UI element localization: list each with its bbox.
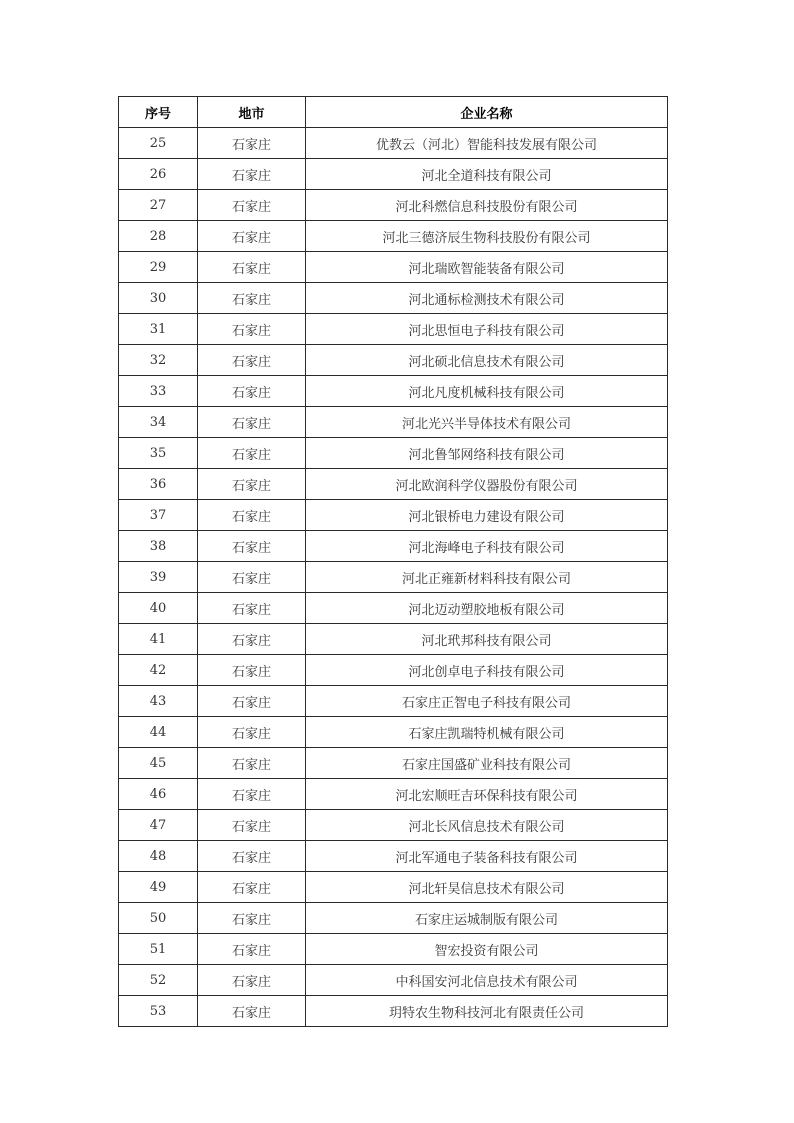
- serial-number-cell: 39: [119, 562, 198, 593]
- serial-number-cell: 38: [119, 531, 198, 562]
- table-body: [119, 128, 668, 1027]
- table-row: [119, 779, 668, 810]
- serial-number-cell: 41: [119, 624, 198, 655]
- city-cell: 石家庄: [198, 934, 306, 965]
- table-row: [119, 190, 668, 221]
- enterprise-name-cell: 河北长风信息技术有限公司: [306, 810, 668, 841]
- enterprise-name-cell: 河北硕北信息技术有限公司: [306, 345, 668, 376]
- enterprise-name-cell: 河北瑞欧智能装备有限公司: [306, 252, 668, 283]
- serial-number-cell: 26: [119, 159, 198, 190]
- city-cell: 石家庄: [198, 717, 306, 748]
- table-row: [119, 531, 668, 562]
- serial-number-cell: 40: [119, 593, 198, 624]
- serial-number-cell: 31: [119, 314, 198, 345]
- enterprise-name-cell: 河北通标检测技术有限公司: [306, 283, 668, 314]
- enterprise-list-table: [118, 96, 668, 1027]
- city-cell: 石家庄: [198, 965, 306, 996]
- serial-number-cell: 36: [119, 469, 198, 500]
- city-cell: 石家庄: [198, 438, 306, 469]
- serial-number-cell: 37: [119, 500, 198, 531]
- table-row: [119, 438, 668, 469]
- serial-number-cell: 28: [119, 221, 198, 252]
- city-cell: 石家庄: [198, 469, 306, 500]
- enterprise-name-cell: 石家庄凯瑞特机械有限公司: [306, 717, 668, 748]
- serial-number-cell: 52: [119, 965, 198, 996]
- table-row: [119, 965, 668, 996]
- city-cell: 石家庄: [198, 810, 306, 841]
- enterprise-name-cell: 河北三德济辰生物科技股份有限公司: [306, 221, 668, 252]
- city-cell: 石家庄: [198, 593, 306, 624]
- header-serial-number: 序号: [119, 97, 198, 128]
- city-cell: 石家庄: [198, 345, 306, 376]
- city-cell: 石家庄: [198, 283, 306, 314]
- city-cell: 石家庄: [198, 624, 306, 655]
- city-cell: 石家庄: [198, 996, 306, 1027]
- city-cell: 石家庄: [198, 314, 306, 345]
- table-row: [119, 283, 668, 314]
- serial-number-cell: 43: [119, 686, 198, 717]
- enterprise-name-cell: 河北鲁邹网络科技有限公司: [306, 438, 668, 469]
- city-cell: 石家庄: [198, 190, 306, 221]
- enterprise-name-cell: 智宏投资有限公司: [306, 934, 668, 965]
- table-row: [119, 872, 668, 903]
- serial-number-cell: 47: [119, 810, 198, 841]
- table-row: [119, 345, 668, 376]
- table-header-row: [119, 97, 668, 128]
- city-cell: 石家庄: [198, 128, 306, 159]
- serial-number-cell: 42: [119, 655, 198, 686]
- enterprise-name-cell: 河北科燃信息科技股份有限公司: [306, 190, 668, 221]
- serial-number-cell: 35: [119, 438, 198, 469]
- table-row: [119, 686, 668, 717]
- table-row: [119, 624, 668, 655]
- city-cell: 石家庄: [198, 407, 306, 438]
- enterprise-name-cell: 河北欧润科学仪器股份有限公司: [306, 469, 668, 500]
- city-cell: 石家庄: [198, 221, 306, 252]
- table-row: [119, 407, 668, 438]
- enterprise-name-cell: 河北军通电子装备科技有限公司: [306, 841, 668, 872]
- city-cell: 石家庄: [198, 872, 306, 903]
- city-cell: 石家庄: [198, 779, 306, 810]
- serial-number-cell: 50: [119, 903, 198, 934]
- serial-number-cell: 51: [119, 934, 198, 965]
- city-cell: 石家庄: [198, 376, 306, 407]
- table-row: [119, 841, 668, 872]
- enterprise-name-cell: 河北海峰电子科技有限公司: [306, 531, 668, 562]
- enterprise-name-cell: 石家庄国盛矿业科技有限公司: [306, 748, 668, 779]
- city-cell: 石家庄: [198, 686, 306, 717]
- table-row: [119, 500, 668, 531]
- city-cell: 石家庄: [198, 252, 306, 283]
- table-row: [119, 562, 668, 593]
- serial-number-cell: 27: [119, 190, 198, 221]
- header-enterprise-name: 企业名称: [306, 97, 668, 128]
- table-row: [119, 252, 668, 283]
- table-row: [119, 314, 668, 345]
- table-row: [119, 903, 668, 934]
- city-cell: 石家庄: [198, 655, 306, 686]
- table-row: [119, 159, 668, 190]
- serial-number-cell: 49: [119, 872, 198, 903]
- enterprise-name-cell: 河北宏顺旺吉环保科技有限公司: [306, 779, 668, 810]
- serial-number-cell: 29: [119, 252, 198, 283]
- table-row: [119, 996, 668, 1027]
- city-cell: 石家庄: [198, 748, 306, 779]
- enterprise-name-cell: 河北迈动塑胶地板有限公司: [306, 593, 668, 624]
- table-row: [119, 221, 668, 252]
- enterprise-name-cell: 河北玳邦科技有限公司: [306, 624, 668, 655]
- table-row: [119, 469, 668, 500]
- enterprise-name-cell: 石家庄正智电子科技有限公司: [306, 686, 668, 717]
- enterprise-name-cell: 河北创卓电子科技有限公司: [306, 655, 668, 686]
- serial-number-cell: 33: [119, 376, 198, 407]
- enterprise-name-cell: 河北凡度机械科技有限公司: [306, 376, 668, 407]
- header-city: 地市: [198, 97, 306, 128]
- table-row: [119, 128, 668, 159]
- table-row: [119, 593, 668, 624]
- enterprise-name-cell: 石家庄运城制版有限公司: [306, 903, 668, 934]
- city-cell: 石家庄: [198, 159, 306, 190]
- serial-number-cell: 45: [119, 748, 198, 779]
- enterprise-name-cell: 河北轩昊信息技术有限公司: [306, 872, 668, 903]
- city-cell: 石家庄: [198, 531, 306, 562]
- serial-number-cell: 32: [119, 345, 198, 376]
- enterprise-name-cell: 中科国安河北信息技术有限公司: [306, 965, 668, 996]
- table-row: [119, 934, 668, 965]
- serial-number-cell: 34: [119, 407, 198, 438]
- city-cell: 石家庄: [198, 903, 306, 934]
- serial-number-cell: 44: [119, 717, 198, 748]
- enterprise-name-cell: 河北全道科技有限公司: [306, 159, 668, 190]
- table-row: [119, 810, 668, 841]
- serial-number-cell: 25: [119, 128, 198, 159]
- serial-number-cell: 30: [119, 283, 198, 314]
- enterprise-name-cell: 优教云（河北）智能科技发展有限公司: [306, 128, 668, 159]
- enterprise-name-cell: 玥特农生物科技河北有限责任公司: [306, 996, 668, 1027]
- table-row: [119, 717, 668, 748]
- enterprise-name-cell: 河北银桥电力建设有限公司: [306, 500, 668, 531]
- serial-number-cell: 53: [119, 996, 198, 1027]
- table-row: [119, 376, 668, 407]
- serial-number-cell: 48: [119, 841, 198, 872]
- city-cell: 石家庄: [198, 562, 306, 593]
- enterprise-name-cell: 河北光兴半导体技术有限公司: [306, 407, 668, 438]
- serial-number-cell: 46: [119, 779, 198, 810]
- enterprise-name-cell: 河北正雍新材料科技有限公司: [306, 562, 668, 593]
- enterprise-name-cell: 河北思恒电子科技有限公司: [306, 314, 668, 345]
- city-cell: 石家庄: [198, 841, 306, 872]
- table-row: [119, 655, 668, 686]
- table-row: [119, 748, 668, 779]
- city-cell: 石家庄: [198, 500, 306, 531]
